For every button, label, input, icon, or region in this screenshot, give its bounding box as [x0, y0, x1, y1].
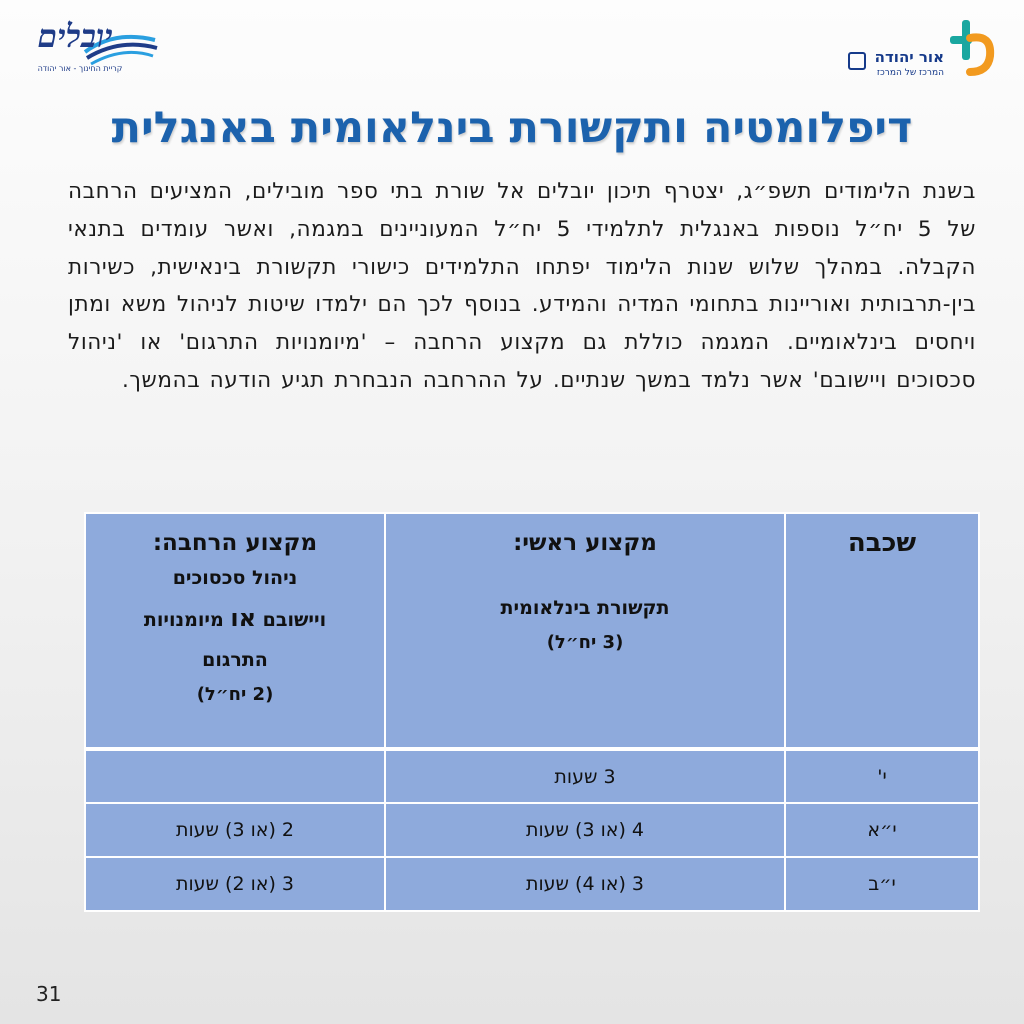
yuvalim-logo	[25, 12, 160, 84]
header-grade-label: שכבה	[847, 528, 917, 558]
main-hours-cell: 4 (או 3) שעות	[385, 803, 785, 857]
header-extension-option-2: מיומנויות	[143, 609, 224, 631]
logo-tagline: קריית החינוך - אור יהודה	[37, 64, 123, 73]
logo-org-subtitle: המרכז של המרכז	[876, 68, 944, 78]
header-extension-cell	[85, 513, 385, 749]
grade-cell: י״ב	[785, 857, 979, 911]
table-row	[85, 749, 979, 803]
study-hours-table	[84, 512, 980, 912]
extension-hours-cell: 3 (או 2) שעות	[85, 857, 385, 911]
header-extension-or: או	[230, 604, 257, 632]
header-main-title: מקצוע ראשי:	[513, 530, 657, 556]
header-main-subject-cell	[385, 513, 785, 749]
table-row	[85, 803, 979, 857]
extension-hours-cell	[85, 749, 385, 803]
header-extension-options-line	[86, 598, 384, 640]
main-hours-cell: 3 שעות	[385, 749, 785, 803]
table-row	[85, 857, 979, 911]
table-header-row	[85, 513, 979, 749]
grade-cell: י'	[785, 749, 979, 803]
page-number: 31	[36, 982, 62, 1006]
logo-wordmark: יובלים	[37, 17, 113, 55]
intro-paragraph: בשנת הלימודים תשפ״ג, יצטרף תיכון יובלים אל שורת בתי ספר מובילים, המציעים הרחבה של 5 יח״ל נוספות באנגלית לתלמידי 5 יח״ל המעוניינים במגמה, ואשר עומדים בתנאי הקבלה. במהלך שלוש שנות הלימוד יפתחו התלמידים כישורי תקשורת בינאישית, כשירות בין-תרבותית ואוריינות בתחומי המדיה והמידע. בנוסף לכך הם ילמדו שיטות לניהול משא ומתן ויחסים בינלאומיים. המגמה כוללת גם מקצוע הרחבה – 'מיומנויות התרגום' או 'ניהול סכסוכים ויישובם' אשר נלמד במשך שנתיים. על ההרחבה הנבחרת תגיע הודעה בהמשך.	[68, 179, 977, 393]
city-emblem-icon	[948, 18, 996, 78]
header-main-subject: תקשורת בינלאומית	[500, 597, 670, 619]
main-hours-cell: 3 (או 4) שעות	[385, 857, 785, 911]
extension-hours-cell: 2 (או 3) שעות	[85, 803, 385, 857]
logo-org-name: אור יהודה	[874, 48, 944, 66]
header-extension-option-1: ניהול סכסוכים	[172, 567, 298, 589]
header-extension-option-2-cont: התרגום	[202, 649, 268, 671]
municipal-badge-icon	[848, 52, 866, 70]
or-yehuda-logo	[846, 18, 996, 80]
header-extension-title: מקצוע הרחבה:	[152, 530, 318, 556]
header-extension-option-1-cont: ויישובם	[262, 609, 327, 631]
header-main-units: (3 יח״ל)	[546, 632, 624, 653]
grade-cell: י״א	[785, 803, 979, 857]
header-grade-cell	[785, 513, 979, 749]
header-extension-units: (2 יח״ל)	[196, 684, 274, 705]
page-title: דיפלומטיה ותקשורת בינלאומית באנגלית	[111, 103, 913, 153]
